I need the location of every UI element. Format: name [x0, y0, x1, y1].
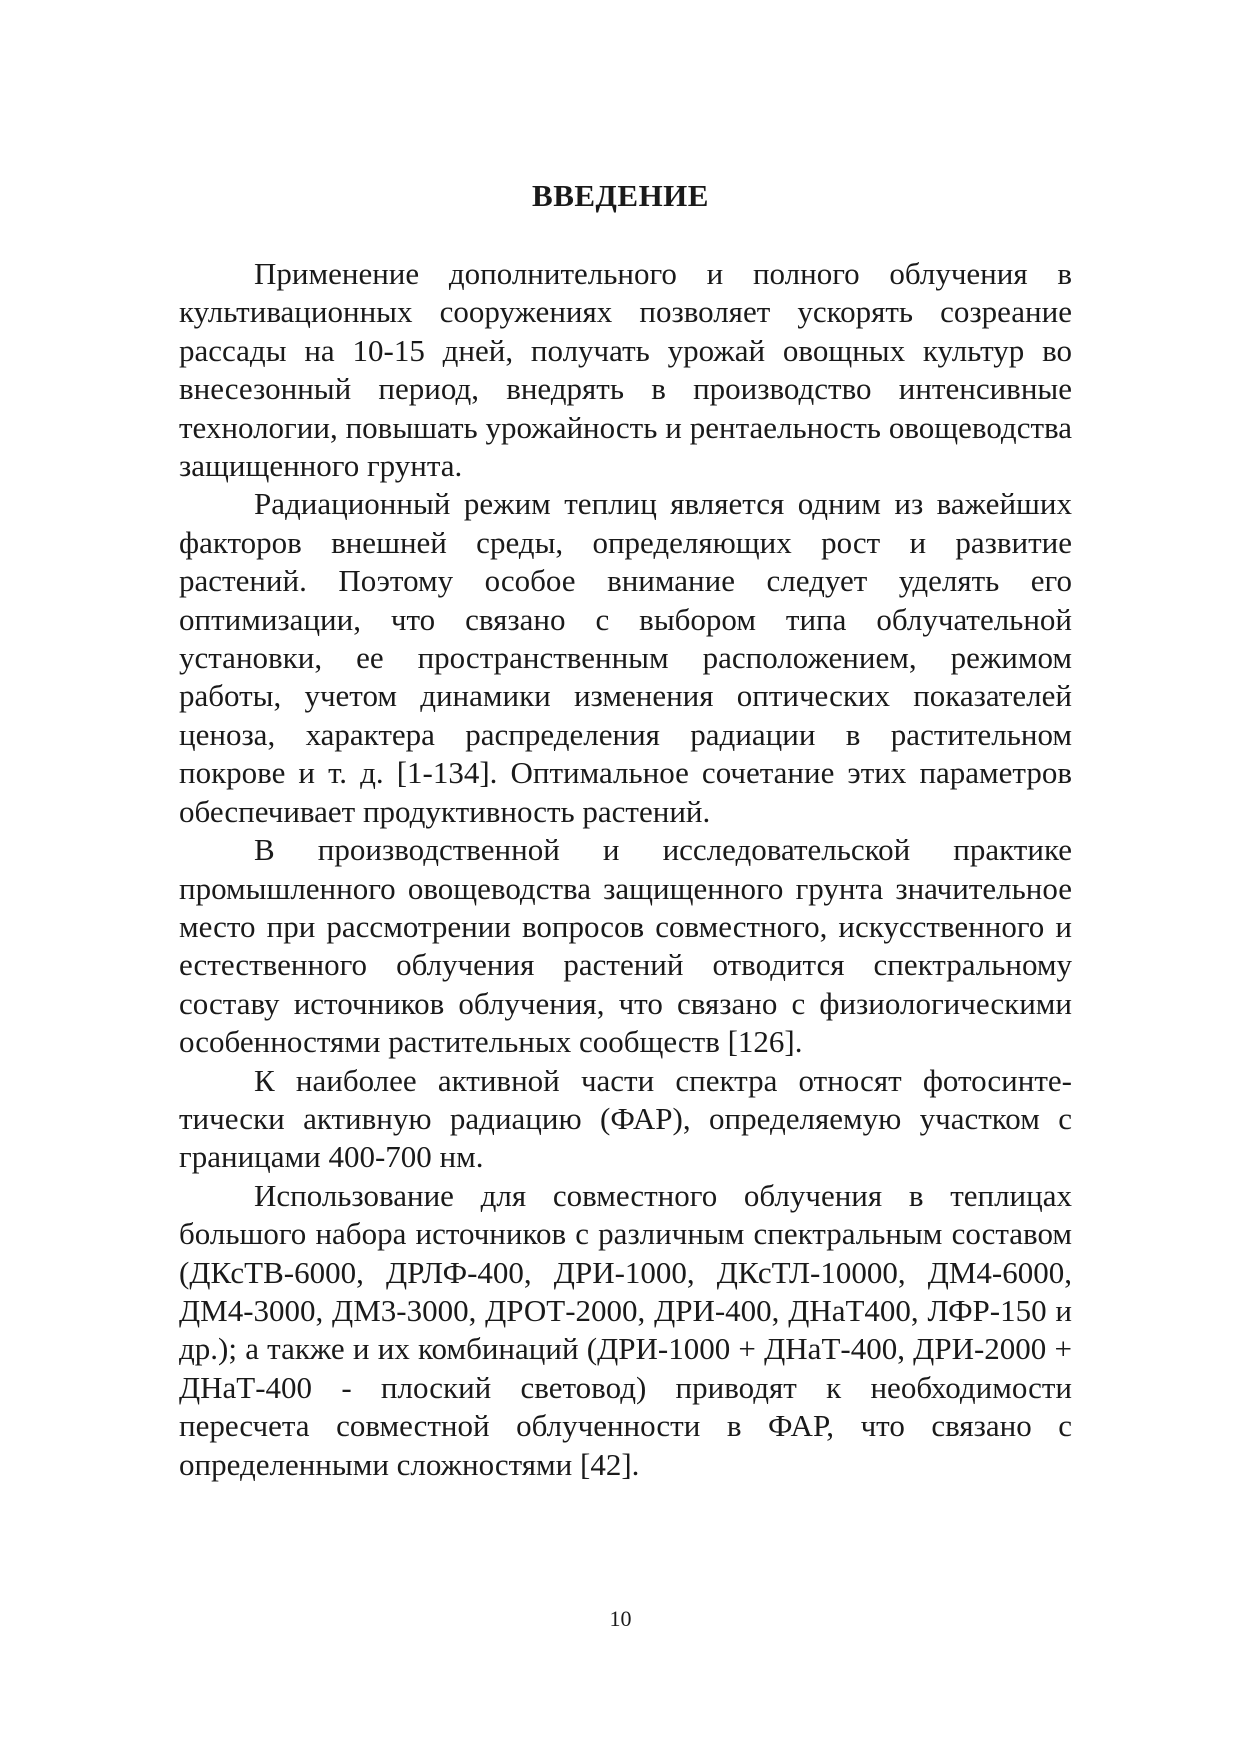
paragraph-1: Применение дополнительного и полного облучения в культивационных сооружениях позволяет ускорять созреание рассады на 10-15 дней, получать урожай овощных культур во внесезонный период, внедрять в производство интенсивные технологии, повышать урожайность и рентаельность овощеводства защищенного грунта. — [179, 256, 1072, 484]
body-text — [179, 255, 1072, 1484]
section-heading: ВВЕДЕНИЕ — [532, 178, 709, 213]
paragraph-3: В производственной и исследовательской практике промышленного овощеводства защищенного грунта значительное место при рассмотрении вопросов совместного, искусственного и естественного облучения растений отводится спектральному составу источников облучения, что связано с физиологическими особенностями растительных сообществ [126]. — [179, 832, 1072, 1060]
paragraph-4: К наиболее активной части спектра относят фотосинтетически активную радиацию (ФАР), определяемую участком с границами 400-700 нм. — [179, 1062, 1072, 1175]
page-number: 10 — [609, 1606, 632, 1631]
paragraph-2: Радиационный режим теплиц является одним из важейших факторов внешней среды, определяющих рост и развитие растений. Поэтому особое внимание следует уделять его оптимизации, что связано с выбором типа облучательной установки, ее пространственным расположением, режимом работы, учетом динамики изменения оптических показателей ценоза, характера распределения радиации в растительном покрове и т. д. [1-134]. Оптимальное сочетание этих параметров обеспечивает продуктивность растений. — [179, 486, 1072, 829]
paragraph-5: Использование для совместного облучения в теплицах большого набора источников с различным спектральным составом (ДКсТВ-6000, ДРЛФ-400, ДРИ-1000, ДКсТЛ-10000, ДМ4-6000, ДМ4-3000, ДМ3-3000, ДРОТ-2000, ДРИ-400, ДНаТ400, ЛФР-150 и др.); а также и их комбинаций (ДРИ-1000 + ДНаТ-400, ДРИ-2000 + ДНаТ-400 - плоский световод) приводят к необходимости пересчета совместной облученности в ФАР, что связано с определенными сложностями [42]. — [179, 1177, 1072, 1482]
